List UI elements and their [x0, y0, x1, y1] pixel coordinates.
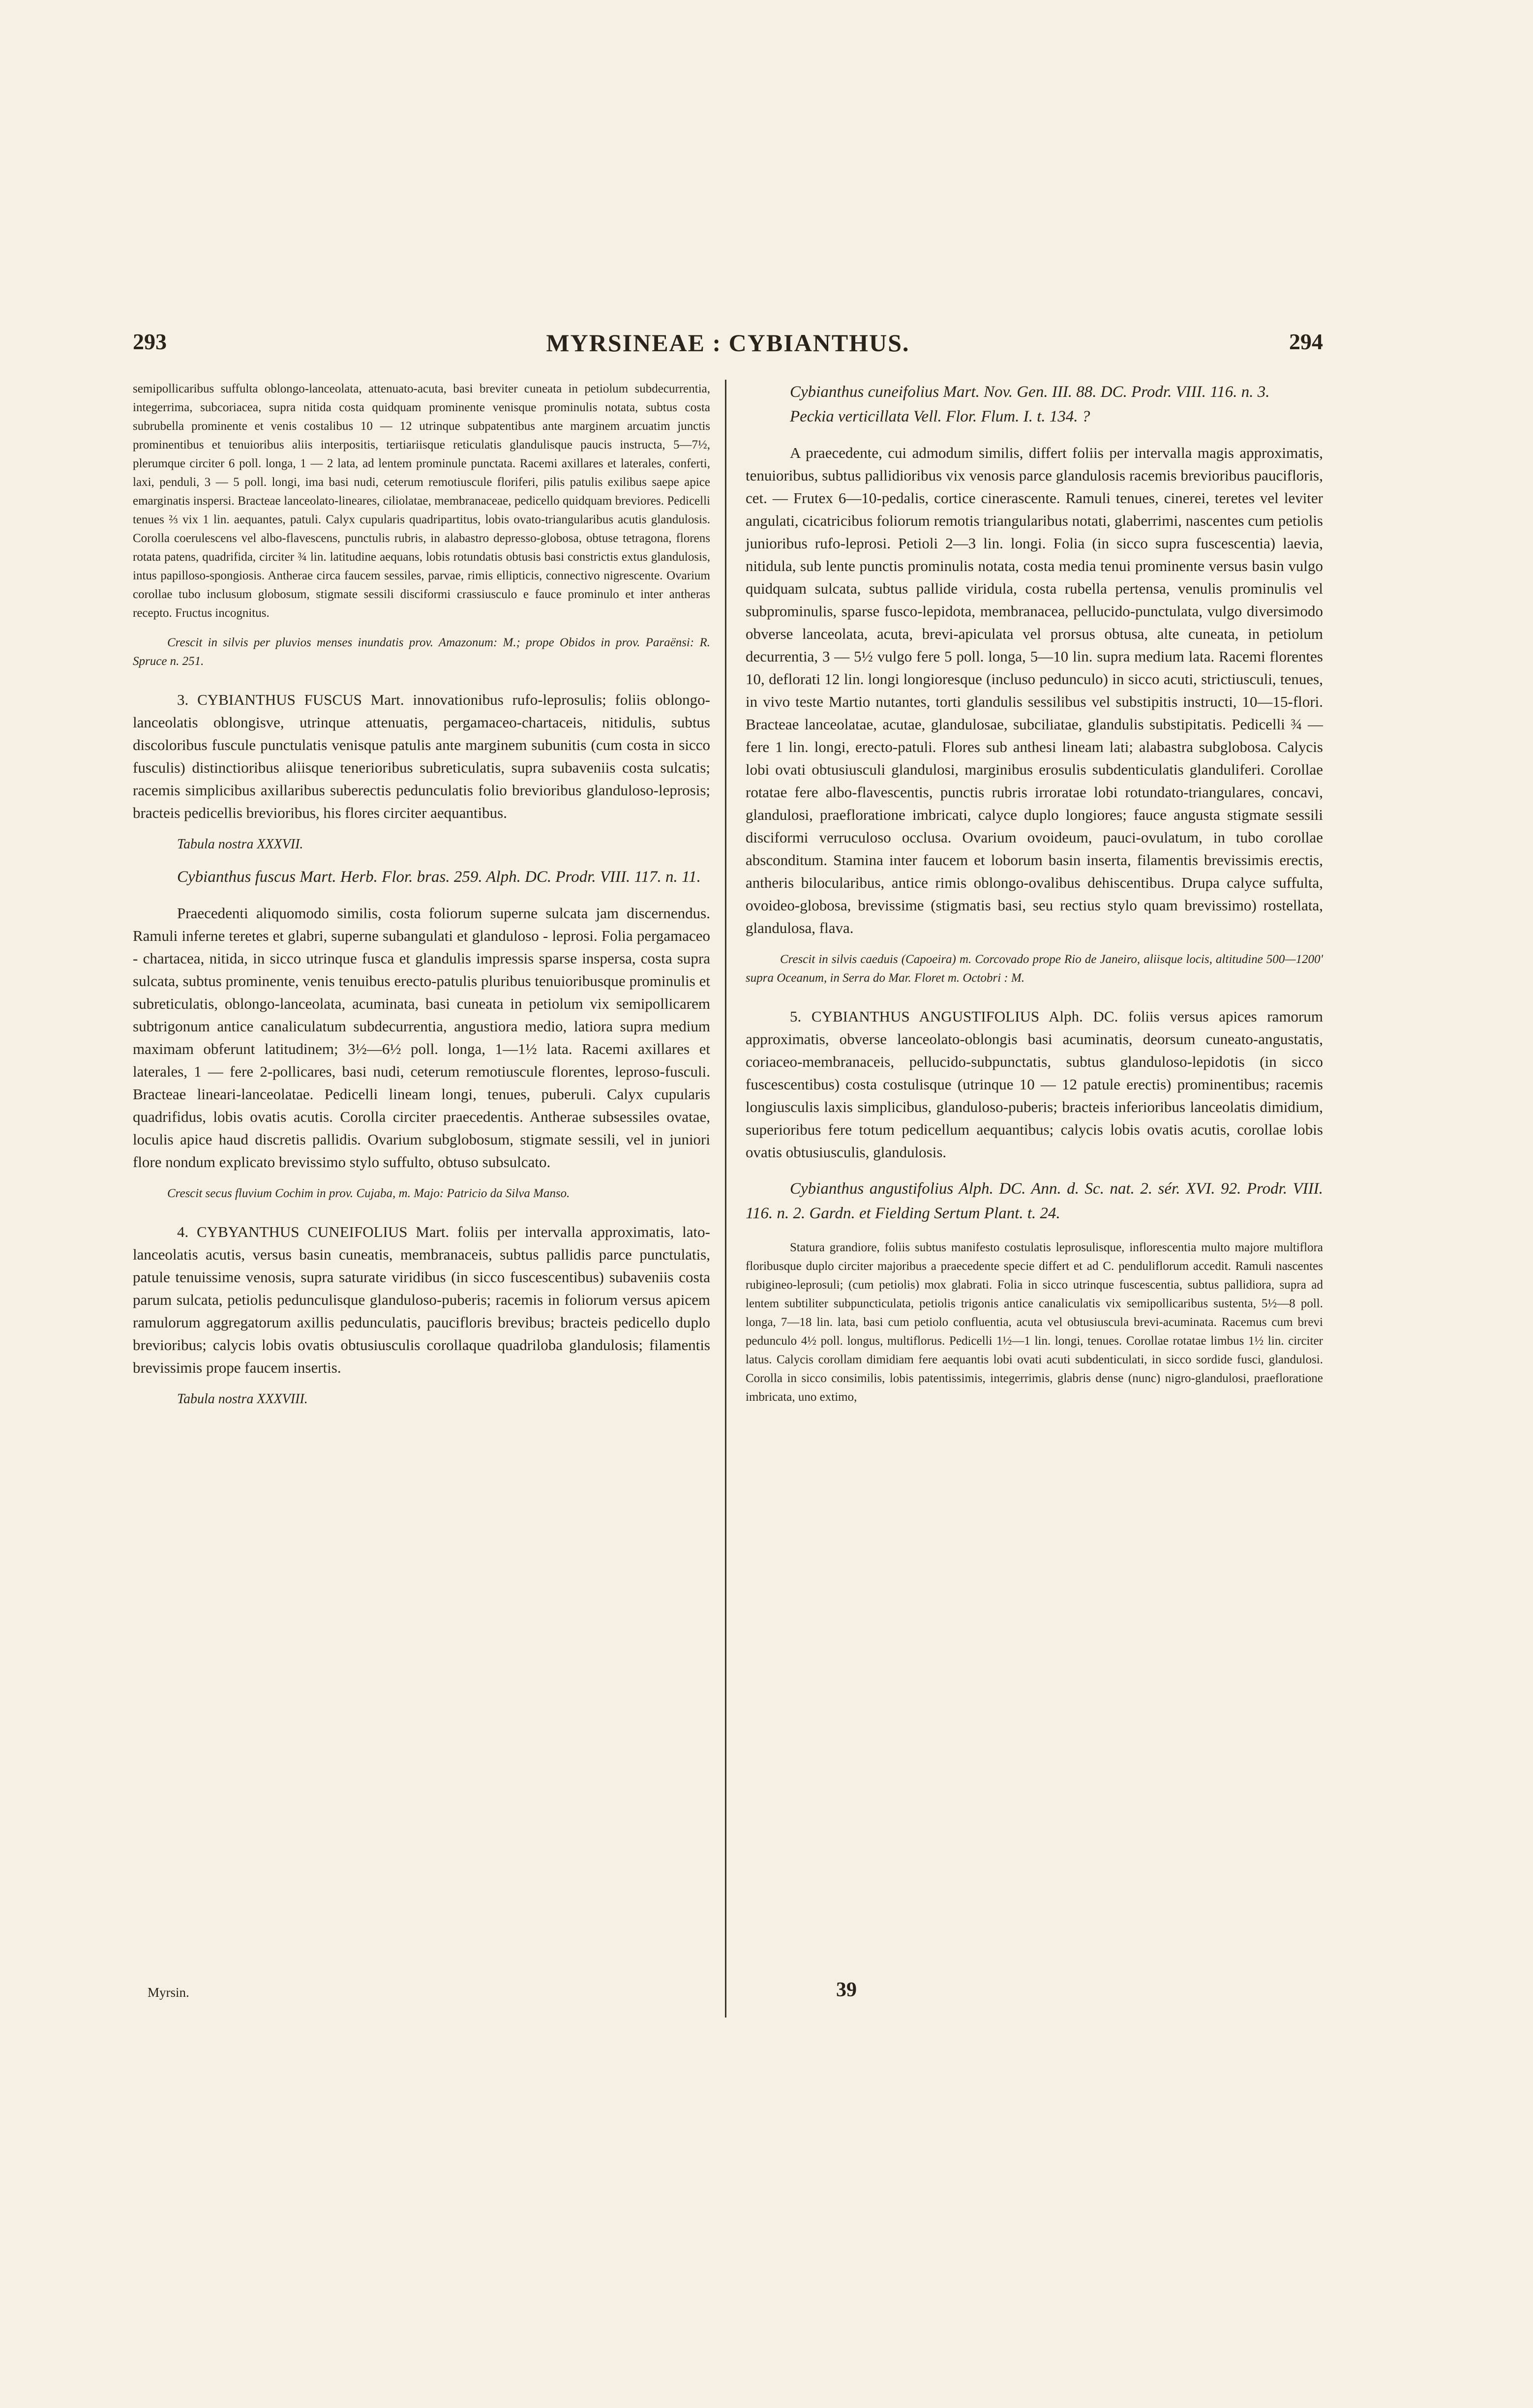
locality-note: Crescit in silvis per pluvios menses inundatis prov. Amazonum: M.; prope Obidos in prov. Paraënsi: R. Spruce n. 251.	[133, 636, 710, 668]
left-column	[133, 380, 710, 1419]
species-3-description: Praecedenti aliquomodo similis, costa foliorum superne sulcata jam discernendus. Ramuli inferne teretes et glabri, superne subangulati et glanduloso - leprosi. Folia pergamaceo - chartacea, nitida, in sicco utrinque fusca et glandulis impressis sparse inspersa, costa supra sulcata, subtus prominente, venis tenuibus erecto-patulis pluribus tenuioribusque prominulis et subreticulatis, oblongo-lanceolata, acuminata, basi cuneata in petiolum vix semipollicarem subtrigonum antice canaliculatum subdecurrentia, angustiora medio, latiora supra medium maximam obferunt latitudinem; 3½—6½ poll. longa, 1—1½ lata. Racemi axillares et laterales, 1 — fere 2-pollicares, basi nudi, ceterum remotiuscule florentes, leproso-fusculi. Bracteae lineari-lanceolatae. Pedicelli lineam longi, tenues, puberuli. Calyx cupularis quadrifidus, lobis ovatis acutis. Corolla circiter praecedentis. Antherae subsessiles ovatae, loculis apice haud discretis pallidis. Ovarium subglobosum, stigmate sessili, vel in juniori flore nondum explicato brevissimo stylo suffulto, obtuso subsulcato.	[133, 904, 710, 1171]
species-4-synonymy: Cybianthus cuneifolius Mart. Nov. Gen. III. 88. DC. Prodr. VIII. 116. n. 3.	[790, 383, 1270, 401]
species-4-synonym-vellozo: Peckia verticillata Vell. Flor. Flum. I. t. 134. ?	[790, 408, 1090, 425]
page-number-right: 294	[1289, 329, 1323, 354]
species-4-description: A praecedente, cui admodum similis, differt foliis per intervalla magis approximatis, tenuioribus, subtus pallidioribus vix venosis parce glandulosis racemis brevioribus paucifloris, cet. — Frutex 6—10-pedalis, cortice cinerascente. Ramuli tenues, cinerei, teretes vel leviter angulati, cicatricibus foliorum remotis triangularibus notati, glaberrimi, nascentes cum petiolis junioribus rufo-leprosi. Petioli 2—3 lin. longi. Folia (in sicco supra fuscescentia) laevia, nitidula, sub lente punctis prominulis notata, costa media tenui prominente versus basin vulgo quidquam sulcata, subtus pallide viridula, costa rubella pertensa, venulis prominulis vel subprominulis, sparse fusco-lepidota, membranacea, pellucido-punctulata, vulgo diversimodo obverse lanceolata, acuta, brevi-apiculata vel prorsus obtusa, alte cuneata, in petiolum decurrentia, 3 — 5½ vulgo fere 5 poll. longa, 5—10 lin. supra medium lata. Racemi florentes 10, deflorati 12 lin. longi longioresque (incluso pedunculo) in sicco acuti, strictiusculi, tenues, in vivo teste Martio nutantes, torti glandulis sessilibus vel substipitis instructi, 10—15-flori. Bracteae lanceolatae, acutae, glandulosae, subciliatae, glandulis substipitatis. Pedicelli ¾ — fere 1 lin. longi, erecto-patuli. Flores sub anthesi lineam lati; alabastra subglobosa. Calycis lobi ovati obtusiusculi glandulosi, marginibus erosulis subdenticulatis glanduliferi. Corollae rotatae fere albo-flavescentis, punctis rubris irroratae lobi rotundato-triangulares, concavi, glandulosi, praefloratione imbricati, calyce duplo longiores; fauce angusta stigmate sessili disciformi verruculoso occlusa. Ovarium ovoideum, pauci-ovulatum, in tubo corollae absconditum. Stamina inter faucem et loborum basin inserta, filamentis brevissimis erectis, antheris bilocularibus, antice rimis oblongo-ovalibus dehiscentibus. Drupa calyce suffulta, ovoideo-globosa, brevissime (stigmatis basi, seu rectius stylo quam brevissimo) rostellata, glandulosa, flava.	[746, 444, 1323, 936]
description-continued: semipollicaribus suffulta oblongo-lanceolata, attenuato-acuta, basi breviter cuneata in petiolum subdecurrentia, integerrima, subcoriacea, supra nitida costa quidquam prominente venisque prominulis notata, subtus costa subrubella prominente et venis costalibus 10 — 12 utrinque subpatentibus ante marginem arcuatim junctis prominentibus et tenuioribus aliis interpositis, tertiariisque reticulatis glandulisque paucis instructa, 5—7½, plerumque circiter 6 poll. longa, 1 — 2 lata, ad lentem prominule punctata. Racemi axillares et laterales, conferti, laxi, penduli, 3 — 5 poll. longi, ima basi nudi, ceterum remotiuscule floriferi, pilis patulis exilibus saepe apice emarginatis inspersi. Bracteae lanceolato-lineares, ciliolatae, membranaceae, pedicello quidquam breviores. Pedicelli tenues ⅔ vix 1 lin. aequantes, patuli. Calyx cupularis quadripartitus, lobis ovato-triangularibus acutis glandulosis. Corolla coerulescens vel albo-flavescens, punctulis rubris, in alabastro depresso-globosa, obtuse tetragona, florens rotata patens, quadrifida, circiter ¾ lin. latitudine aequans, lobis rotundatis obtusis basi constrictis extus glandulosis, intus papilloso-spongiosis. Antherae circa faucem sessiles, parvae, rimis ellipticis, connectivo nigrescente. Ovarium corollae tubo inclusum globosum, stigmate sessili disciformi crassiusculo e fauce prominulo et inter antheras recepto. Fructus incognitus.	[133, 382, 710, 620]
running-title: MYRSINEAE : CYBIANTHUS.	[546, 329, 910, 357]
running-header	[133, 329, 1323, 373]
species-4-plate: Tabula nostra XXXVIII.	[177, 1391, 308, 1407]
species-5-diagnosis: 5. CYBIANTHUS ANGUSTIFOLIUS Alph. DC. foliis versus apices ramorum approximatis, obverse lanceolato-oblongis basi acuminatis, deorsum cuneato-angustatis, coriaceo-membranaceis, pellucido-subpunctatis, subtus glanduloso-lepidotis (in sicco fuscescentibus) costa costulisque (utrinque 10 — 12 patule erectis) prominentibus; racemis longiusculis laxis simplicibus, glanduloso-puberis; bracteis inferioribus lanceolatis dimidium, superioribus fere totum pedicellum aequantibus; calycis lobis ovatis acutis, corollae lobis ovatis obtusiusculis, glandulosis.	[746, 1008, 1323, 1161]
signature-mark: 39	[836, 1979, 857, 2001]
species-4-diagnosis: 4. CYBYANTHUS CUNEIFOLIUS Mart. foliis per intervalla approximatis, lato-lanceolatis acutis, versus basin cuneatis, membranaceis, subtus pallidis parce punctulatis, patule tenuissime venosis, supra saturate viridibus (in sicco fuscescentibus) subaveniis costa parum sulcata, petiolis pedunculisque glanduloso-puberis; racemis in foliorum versus apicem ramulorum aggregatorum axillis pedunculatis, paucifloris brevibus; bracteis pedicello duplo brevioribus; calycis lobis ovatis obtusiusculis corollaque quadriloba glandulosis; filamentis brevissimis prope faucem insertis.	[133, 1223, 710, 1376]
footer-fascicle-label: Myrsin.	[148, 1985, 189, 2000]
column-divider	[725, 380, 726, 2017]
right-column	[746, 380, 1323, 1407]
species-3-diagnosis: 3. CYBIANTHUS FUSCUS Mart. innovationibus rufo-leprosulis; foliis oblongo-lanceolatis oblongisve, utrinque attenuatis, pergamaceo-chartaceis, nitidulis, subtus discoloribus fuscule punctulatis venisque patulis ante marginem subunitis (cum costa in sicco fusculis) distinctioribus aliisque tenerioribus subreticulatis, supra subaveniis costa sulcatis; racemis simplicibus axillaribus suberectis pedunculatis folio brevioribus glanduloso-leprosis; bracteis pedicellis brevioribus, his flores circiter aequantibus.	[133, 691, 710, 821]
page-number-left: 293	[133, 329, 167, 354]
species-3-locality: Crescit secus fluvium Cochim in prov. Cujaba, m. Majo: Patricio da Silva Manso.	[167, 1187, 570, 1200]
species-3-synonymy: Cybianthus fuscus Mart. Herb. Flor. bras. 259. Alph. DC. Prodr. VIII. 117. n. 11.	[177, 868, 701, 886]
species-3-plate: Tabula nostra XXXVII.	[177, 837, 303, 852]
species-4-locality: Crescit in silvis caeduis (Capoeira) m. Corcovado prope Rio de Janeiro, aliisque locis, altitudine 500—1200' supra Oceanum, in Serra do Mar. Floret m. Octobri : M.	[746, 953, 1323, 985]
species-5-description: Statura grandiore, foliis subtus manifesto costulatis leprosulisque, inflorescentia multo majore multiflora floribusque duplo circiter majoribus a praecedente specie differt et ad C. penduliflorum accedit. Ramuli nascentes rubigineo-leprosuli; (cum petiolis) mox glabrati. Folia in sicco utrinque fuscescentia, subtus pallidiora, supra ad lentem subtiliter subpuncticulata, petiolis trigonis antice canaliculatis vix semipollicaribus sustenta, 5½—8 poll. longa, 7—18 lin. lata, basi cum petiolo confluentia, acuta vel obtusiuscula brevi-acuminata. Racemus cum brevi pedunculo 4½ poll. longus, multiflorus. Pedicelli 1½—1 lin. longi, tenues. Corollae rotatae limbus 1½ lin. circiter latus. Calycis corollam dimidiam fere aequantis lobi ovati acuti subdenticulati, in sicco sordide fusci, glandulosi. Corolla in sicco consimilis, lobis patentissimis, integerrimis, glabris dense (nunc) nigro-glandulosi, praefloratione imbricata, uno extimo,	[746, 1241, 1323, 1404]
species-5-synonymy: Cybianthus angustifolius Alph. DC. Ann. d. Sc. nat. 2. sér. XVI. 92. Prodr. VIII. 116. n. 2. Gardn. et Fielding Sertum Plant. t. 24.	[746, 1180, 1323, 1222]
